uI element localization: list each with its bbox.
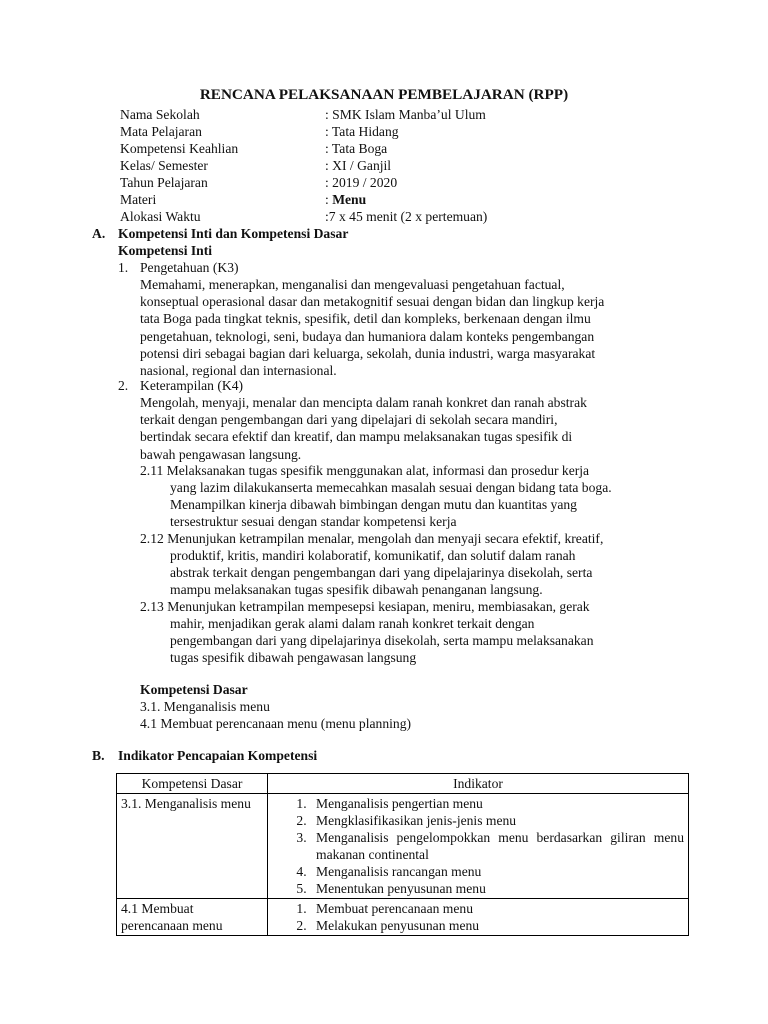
table-row xyxy=(117,899,689,936)
body-line: Memahami, menerapkan, menganalisi dan mengevaluasi pengetahuan factual, xyxy=(140,277,565,292)
kd-cell: 4.1 Membuat perencanaan menu xyxy=(117,899,268,936)
indicator-item: 5. Menentukan penyusunan menu xyxy=(310,880,684,897)
indicator-table xyxy=(116,773,689,936)
body-line: potensi diri sebagai bagian dari keluarga, sekolah, dunia industri, warga masyarakat xyxy=(140,345,596,361)
identity-value: :7 x 45 menit (2 x pertemuan) xyxy=(325,209,488,224)
sub-item-line: 2.11 Melaksanakan tugas spesifik menggunakan alat, informasi dan prosedur kerja xyxy=(140,463,590,478)
indicator-item: 2. Mengklasifikasikan jenis-jenis menu xyxy=(310,812,684,829)
kd-item: 3.1. Menganalisis menu xyxy=(140,699,270,714)
identity-label: Kompetensi Keahlian xyxy=(120,141,239,156)
body-line: pengetahuan, teknologi, seni, budaya dan humaniora dalam konteks pengembangan xyxy=(140,328,595,344)
identity-value xyxy=(325,191,366,208)
section-b-heading: Indikator Pencapaian Kompetensi xyxy=(118,748,318,763)
indicator-list xyxy=(272,900,684,934)
sub-item-line: 2.12 Menunjukan ketrampilan menalar, mengolah dan menyaji secara efektif, kreatif, xyxy=(140,531,604,546)
section-a-heading: Kompetensi Inti dan Kompetensi Dasar xyxy=(118,226,349,241)
table-header-cell: Indikator xyxy=(268,774,689,794)
sub-item-line: abstrak terkait dengan pengembangan dari yang dipelajarinya disekolah, serta xyxy=(170,565,593,580)
body-line: bertindak secara efektif dan kreatif, dan mampu melaksanakan tugas spesifik di xyxy=(140,429,573,445)
kd-cell: 3.1. Menganalisis menu xyxy=(117,794,268,899)
table-row xyxy=(117,794,689,899)
identity-value: : XI / Ganjil xyxy=(325,158,392,173)
kd-heading: Kompetensi Dasar xyxy=(140,682,248,697)
ki-item-label: Pengetahuan (K3) xyxy=(140,260,239,275)
sub-item-line: 2.13 Menunjukan ketrampilan mempesepsi kesiapan, meniru, membiasakan, gerak xyxy=(140,599,590,614)
table-header-cell: Kompetensi Dasar xyxy=(117,774,268,794)
identity-value: : SMK Islam Manba’ul Ulum xyxy=(325,107,486,122)
indicator-item: 1. Menganalisis pengertian menu xyxy=(310,795,684,812)
sub-item-line: pengembangan dari yang dipelajarinya disekolah, serta mampu melaksanakan xyxy=(170,633,594,648)
identity-value: : Tata Boga xyxy=(325,141,388,156)
identity-value: : Tata Hidang xyxy=(325,124,399,139)
body-line: Mengolah, menyaji, menalar dan mencipta dalam ranah konkret dan ranah abstrak xyxy=(140,395,587,410)
identity-label: Kelas/ Semester xyxy=(120,158,208,173)
body-line: bawah pengawasan langsung. xyxy=(140,446,302,462)
indicator-item: 1. Membuat perencanaan menu xyxy=(310,900,684,917)
indicator-list xyxy=(272,795,684,897)
identity-label: Tahun Pelajaran xyxy=(120,175,208,190)
body-line: tata Boga pada tingkat teknis, spesifik, detil dan kompleks, berkenaan dengan ilmu xyxy=(140,311,591,327)
identity-colon: : xyxy=(325,192,333,207)
section-b-marker: B. xyxy=(92,748,105,763)
sub-item-line: tersestruktur sesuai dengan standar kompetensi kerja xyxy=(170,514,457,529)
sub-item-line: mahir, menjadikan gerak alami dalam ranah konkret terkait dengan xyxy=(170,616,535,631)
identity-label: Materi xyxy=(120,192,157,207)
ki-item-marker: 2. xyxy=(118,378,129,393)
indicator-cell xyxy=(268,794,689,899)
sub-item-line: yang lazim dilakukanserta memecahkan masalah sesuai dengan bidang tata boga. xyxy=(170,480,612,495)
kd-item: 4.1 Membuat perencanaan menu (menu planning) xyxy=(140,716,412,731)
identity-label: Alokasi Waktu xyxy=(120,209,201,224)
indicator-cell xyxy=(268,899,689,936)
body-line: konseptual operasional dasar dan metakognitif sesuai dengan bidan dan lingkup kerja xyxy=(140,294,605,310)
ki-heading: Kompetensi Inti xyxy=(118,243,213,258)
document-title: RENCANA PELAKSANAAN PEMBELAJARAN (RPP) xyxy=(199,86,569,103)
body-line: terkait dengan pengembangan dari yang dipelajari di sekolah secara mandiri, xyxy=(140,412,558,428)
section-a-marker: A. xyxy=(92,226,106,241)
indicator-item: 4. Menganalisis rancangan menu xyxy=(310,863,684,880)
identity-label: Nama Sekolah xyxy=(120,107,200,122)
indicator-item: 3. Menganalisis pengelompokkan menu berdasarkan giliran menu makanan continental xyxy=(310,829,684,863)
sub-item-line: Menampilkan kinerja dibawah bimbingan dengan mutu dan kuantitas yang xyxy=(170,497,577,512)
sub-item-line: produktif, kritis, mandiri kolaboratif, komunikatif, dan solutif dalam ranah xyxy=(170,548,576,563)
ki-item-label: Keterampilan (K4) xyxy=(140,378,244,393)
identity-label: Mata Pelajaran xyxy=(120,124,202,139)
identity-value-bold: Menu xyxy=(332,192,367,207)
ki-item-body xyxy=(140,276,674,379)
ki-item-body xyxy=(140,394,674,463)
table-header-row xyxy=(117,774,689,794)
sub-item-line: mampu melaksanakan tugas spesifik dibawah penanganan langsung. xyxy=(170,582,543,597)
indicator-item: 2. Melakukan penyusunan menu xyxy=(310,917,684,934)
sub-item-line: tugas spesifik dibawah pengawasan langsung xyxy=(170,650,417,665)
body-line: nasional, regional dan internasional. xyxy=(140,363,337,379)
ki-item-marker: 1. xyxy=(118,260,129,275)
identity-value: : 2019 / 2020 xyxy=(325,175,398,190)
